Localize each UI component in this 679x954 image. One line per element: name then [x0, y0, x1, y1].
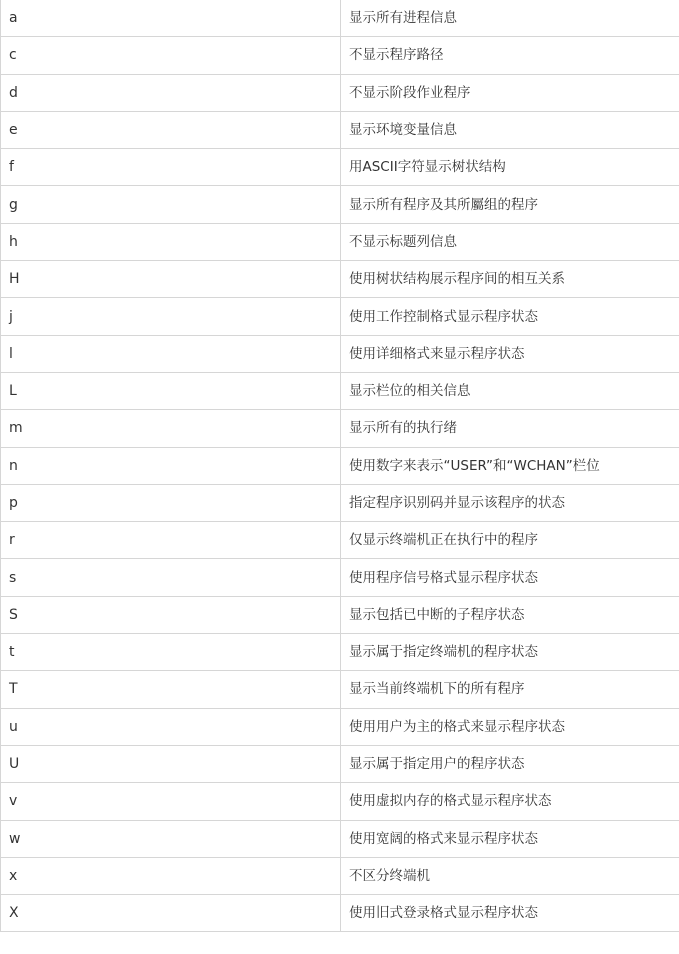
- table-row: [1, 484, 679, 521]
- description-cell: 显示所有的执行绪: [341, 410, 679, 447]
- description-cell: 指定程序识别码并显示该程序的状态: [341, 484, 679, 521]
- table-row: [1, 559, 679, 596]
- description-cell: 显示包括已中断的子程序状态: [341, 596, 679, 633]
- description-cell: 使用程序信号格式显示程序状态: [341, 559, 679, 596]
- description-cell: 仅显示终端机正在执行中的程序: [341, 522, 679, 559]
- table-row: [1, 596, 679, 633]
- table-row: [1, 410, 679, 447]
- option-cell: d: [1, 74, 341, 111]
- description-cell: 使用旧式登录格式显示程序状态: [341, 895, 679, 932]
- option-cell: X: [1, 895, 341, 932]
- option-cell: U: [1, 745, 341, 782]
- description-cell: 显示所有程序及其所屬组的程序: [341, 186, 679, 223]
- description-cell: 不显示程序路径: [341, 37, 679, 74]
- table-row: [1, 37, 679, 74]
- description-cell: 使用数字来表示“USER”和“WCHAN”栏位: [341, 447, 679, 484]
- option-cell: j: [1, 298, 341, 335]
- table-row: [1, 186, 679, 223]
- description-cell: 使用详细格式来显示程序状态: [341, 335, 679, 372]
- option-cell: v: [1, 783, 341, 820]
- option-cell: c: [1, 37, 341, 74]
- table-row: [1, 335, 679, 372]
- option-cell: w: [1, 820, 341, 857]
- table-row: [1, 223, 679, 260]
- table-row: [1, 298, 679, 335]
- table-row: [1, 745, 679, 782]
- description-cell: 使用工作控制格式显示程序状态: [341, 298, 679, 335]
- option-cell: u: [1, 708, 341, 745]
- option-cell: a: [1, 0, 341, 37]
- table-row: [1, 783, 679, 820]
- description-cell: 使用用户为主的格式来显示程序状态: [341, 708, 679, 745]
- table-row: [1, 74, 679, 111]
- table-row: [1, 0, 679, 37]
- options-table-body: [1, 0, 679, 932]
- option-cell: r: [1, 522, 341, 559]
- option-cell: l: [1, 335, 341, 372]
- option-cell: p: [1, 484, 341, 521]
- table-row: [1, 261, 679, 298]
- option-cell: n: [1, 447, 341, 484]
- option-cell: f: [1, 149, 341, 186]
- description-cell: 显示栏位的相关信息: [341, 372, 679, 409]
- description-cell: 显示属于指定用户的程序状态: [341, 745, 679, 782]
- option-cell: m: [1, 410, 341, 447]
- option-cell: L: [1, 372, 341, 409]
- table-row: [1, 857, 679, 894]
- table-row: [1, 522, 679, 559]
- table-row: [1, 111, 679, 148]
- description-cell: 显示属于指定终端机的程序状态: [341, 634, 679, 671]
- option-cell: g: [1, 186, 341, 223]
- option-cell: h: [1, 223, 341, 260]
- option-cell: e: [1, 111, 341, 148]
- option-cell: t: [1, 634, 341, 671]
- description-cell: 使用宽阔的格式来显示程序状态: [341, 820, 679, 857]
- option-cell: H: [1, 261, 341, 298]
- option-cell: S: [1, 596, 341, 633]
- table-row: [1, 708, 679, 745]
- description-cell: 使用虚拟内存的格式显示程序状态: [341, 783, 679, 820]
- description-cell: 不显示阶段作业程序: [341, 74, 679, 111]
- table-row: [1, 372, 679, 409]
- option-cell: T: [1, 671, 341, 708]
- description-cell: 不显示标题列信息: [341, 223, 679, 260]
- option-cell: x: [1, 857, 341, 894]
- table-row: [1, 149, 679, 186]
- table-row: [1, 671, 679, 708]
- option-cell: s: [1, 559, 341, 596]
- description-cell: 显示环境变量信息: [341, 111, 679, 148]
- table-row: [1, 447, 679, 484]
- description-cell: 显示当前终端机下的所有程序: [341, 671, 679, 708]
- description-cell: 显示所有进程信息: [341, 0, 679, 37]
- description-cell: 用ASCII字符显示树状结构: [341, 149, 679, 186]
- description-cell: 不区分终端机: [341, 857, 679, 894]
- description-cell: 使用树状结构展示程序间的相互关系: [341, 261, 679, 298]
- table-row: [1, 820, 679, 857]
- table-row: [1, 895, 679, 932]
- table-row: [1, 634, 679, 671]
